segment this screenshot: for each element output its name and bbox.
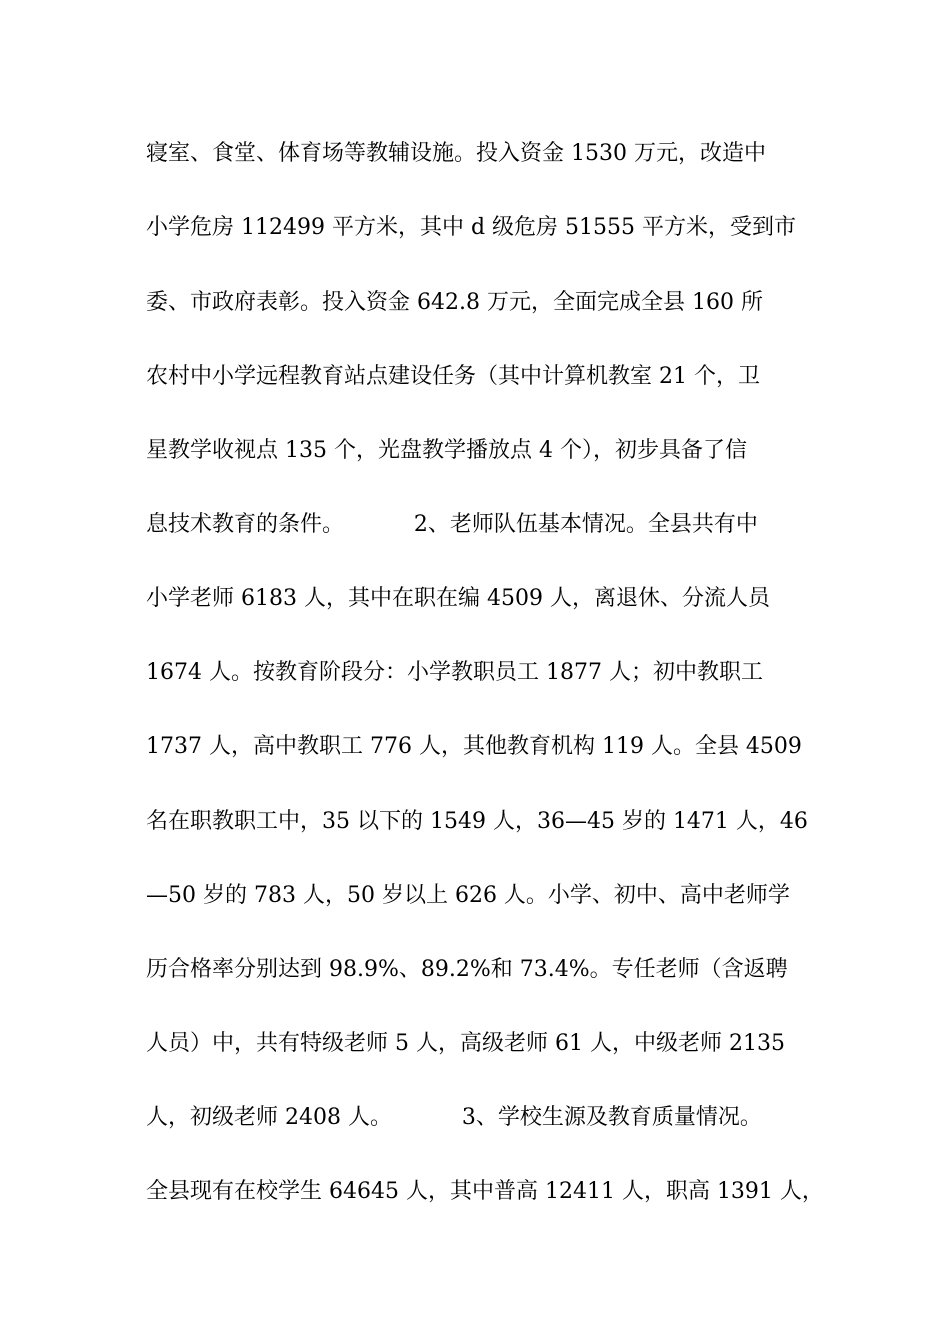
text-line: —50 岁的 783 人，50 岁以上 626 人。小学、初中、高中老师学 bbox=[146, 883, 790, 908]
text-line: 星教学收视点 135 个，光盘教学播放点 4 个），初步具备了信 bbox=[146, 438, 747, 463]
text-line: 小学危房 112499 平方米，其中 d 级危房 51555 平方米，受到市 bbox=[146, 215, 797, 240]
text-line: 人，初级老师 2408 人。 3、学校生源及教育质量情况。 bbox=[146, 1105, 762, 1130]
text-line: 1737 人，高中教职工 776 人，其他教育机构 119 人。全县 4509 bbox=[146, 734, 802, 759]
text-line: 息技术教育的条件。 2、老师队伍基本情况。全县共有中 bbox=[146, 512, 758, 537]
text-line: 1674 人。按教育阶段分：小学教职员工 1877 人；初中教职工 bbox=[146, 660, 763, 685]
text-line: 委、市政府表彰。投入资金 642.8 万元，全面完成全县 160 所 bbox=[146, 290, 763, 315]
text-line: 人员）中，共有特级老师 5 人，高级老师 61 人，中级老师 2135 bbox=[146, 1031, 785, 1056]
text-line: 历合格率分别达到 98.9%、89.2%和 73.4%。专任老师（含返聘 bbox=[146, 957, 788, 982]
text-line: 小学老师 6183 人，其中在职在编 4509 人，离退休、分流人员 bbox=[146, 586, 770, 611]
text-line: 寝室、食堂、体育场等教辅设施。投入资金 1530 万元，改造中 bbox=[146, 141, 766, 166]
text-line: 全县现有在校学生 64645 人，其中普高 12411 人，职高 1391 人， bbox=[146, 1179, 824, 1204]
text-line: 名在职教职工中，35 以下的 1549 人，36—45 岁的 1471 人，46 bbox=[146, 809, 808, 834]
text-line: 农村中小学远程教育站点建设任务（其中计算机教室 21 个，卫 bbox=[146, 364, 760, 389]
